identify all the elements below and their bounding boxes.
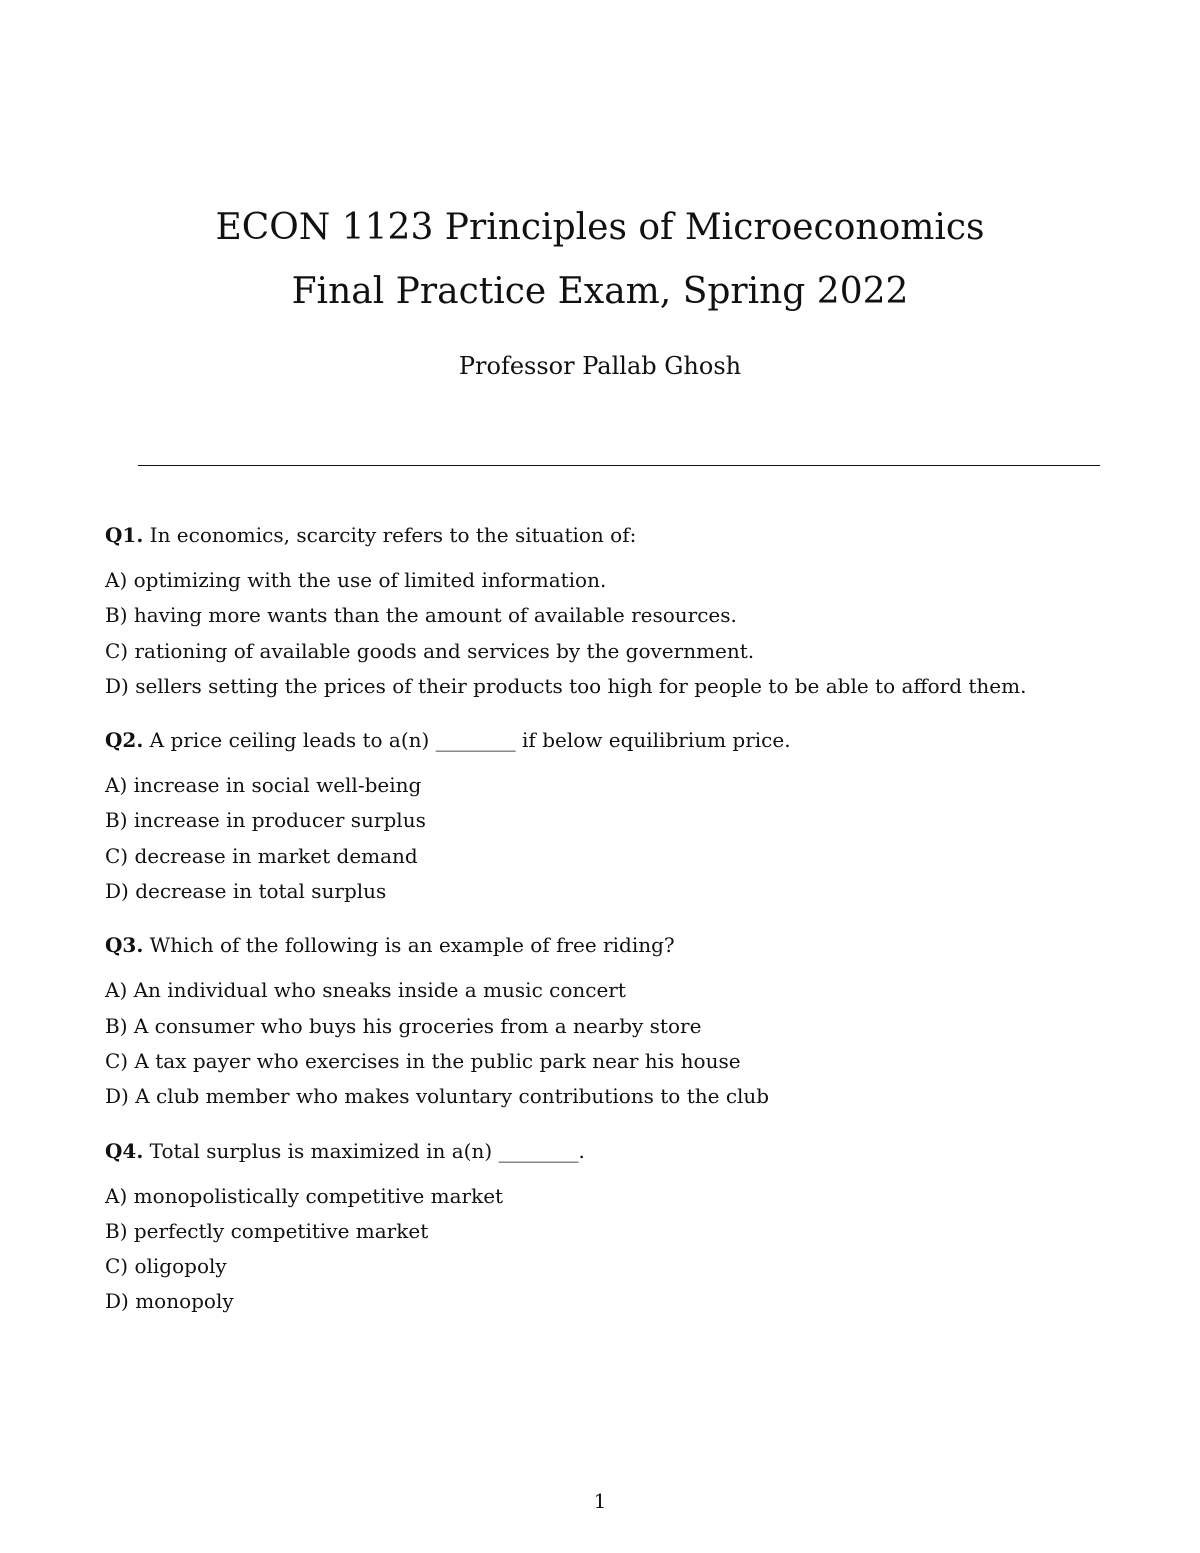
answer-option-b: B) increase in producer surplus <box>105 808 426 833</box>
question-text: Total surplus is maximized in a(n) ________. <box>143 1138 585 1163</box>
answer-option-a: A) An individual who sneaks inside a music concert <box>105 978 626 1003</box>
answer-option-b: B) A consumer who buys his groceries from a nearby store <box>105 1013 702 1038</box>
question-text: Which of the following is an example of free riding? <box>143 933 675 958</box>
answer-option-a: A) optimizing with the use of limited information. <box>105 568 607 592</box>
question-number: Q1. <box>105 523 144 547</box>
answer-option-b: B) having more wants than the amount of available resources. <box>105 603 737 628</box>
answer-option-d: D) monopoly <box>105 1289 234 1314</box>
question-stem <box>105 928 1105 963</box>
answer-option-c: C) rationing of available goods and services by the government. <box>105 638 755 663</box>
exam-title-block <box>0 196 1200 324</box>
page-number: 1 <box>593 1489 607 1513</box>
professor-name: Professor Pallab Ghosh <box>458 352 742 380</box>
answer-option-c: C) oligopoly <box>105 1254 227 1279</box>
answer-option-c: C) decrease in market demand <box>105 843 418 868</box>
question-2 <box>105 723 1105 909</box>
question-text: In economics, scarcity refers to the situation of: <box>143 523 637 547</box>
question-stem <box>105 518 1105 553</box>
question-4 <box>105 1134 1105 1320</box>
question-text: A price ceiling leads to a(n) ________ if below equilibrium price. <box>143 728 791 753</box>
answer-option-d: D) A club member who makes voluntary contributions to the club <box>105 1084 770 1109</box>
question-number: Q3. <box>105 933 144 958</box>
question-stem <box>105 1134 1105 1169</box>
header-divider <box>138 465 1100 466</box>
question-list <box>105 518 1105 1339</box>
exam-subtitle: Final Practice Exam, Spring 2022 <box>291 271 909 312</box>
question-stem <box>105 723 1105 758</box>
answer-option-a: A) monopolistically competitive market <box>105 1183 504 1208</box>
answer-option-d: D) decrease in total surplus <box>105 879 387 904</box>
answer-option-b: B) perfectly competitive market <box>105 1218 429 1243</box>
course-title: ECON 1123 Principles of Microeconomics <box>215 207 985 248</box>
answer-option-c: C) A tax payer who exercises in the public park near his house <box>105 1048 741 1073</box>
question-1 <box>105 518 1105 704</box>
question-3 <box>105 928 1105 1114</box>
answer-option-a: A) increase in social well-being <box>105 773 422 798</box>
question-number: Q4. <box>105 1138 144 1163</box>
question-number: Q2. <box>105 728 144 753</box>
answer-option-d: D) sellers setting the prices of their products too high for people to be able to afford them. <box>105 673 1027 698</box>
